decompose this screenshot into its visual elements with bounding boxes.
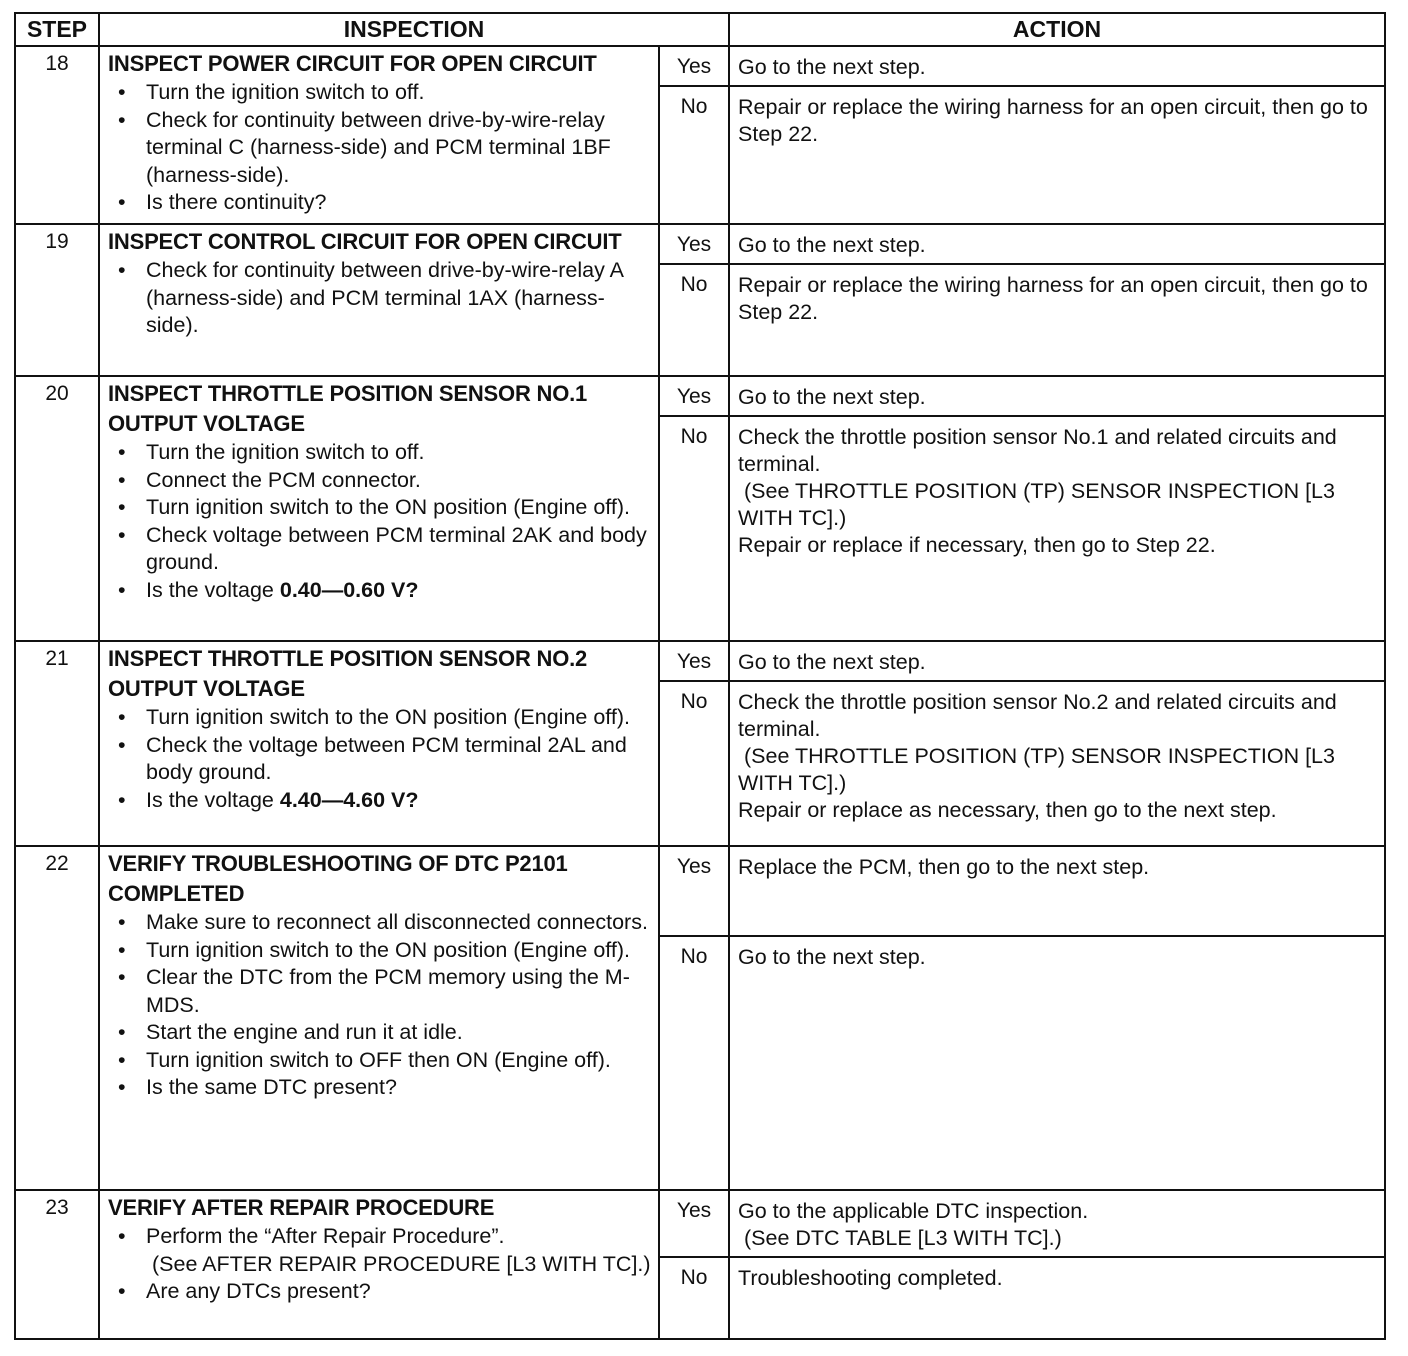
no-label: No	[659, 416, 729, 641]
bullet-icon: •	[118, 705, 126, 729]
list-item	[108, 964, 654, 1019]
bullet-text: Check for continuity between drive-by-wire-relay terminal C (harness-side) and PCM terminal 1BF (harness-side).	[146, 107, 611, 187]
no-action	[729, 416, 1385, 641]
action-line: Go to the next step.	[738, 945, 926, 969]
list-item	[108, 107, 654, 190]
bullet-icon: •	[118, 522, 126, 547]
list-item	[108, 577, 654, 605]
header-inspection: INSPECTION	[99, 13, 729, 46]
yes-label: Yes	[659, 846, 729, 936]
inspection-bullets	[108, 79, 654, 217]
list-item	[108, 909, 654, 937]
action-line: Check the throttle position sensor No.1 and related circuits and terminal.	[738, 425, 1343, 476]
list-item	[108, 1074, 654, 1102]
bullet-text: Make sure to reconnect all disconnected connectors.	[146, 910, 648, 934]
bullet-text: Turn ignition switch to OFF then ON (Engine off).	[146, 1047, 611, 1072]
inspection-bullets	[108, 257, 654, 340]
action-line: Go to the next step.	[738, 233, 926, 257]
no-label: No	[659, 1257, 729, 1339]
list-item	[108, 1278, 654, 1306]
bullet-text: Perform the “After Repair Procedure”.	[146, 1224, 505, 1248]
bullet-icon: •	[118, 1047, 126, 1072]
yes-label: Yes	[659, 1190, 729, 1257]
inspection-title: INSPECT CONTROL CIRCUIT FOR OPEN CIRCUIT	[108, 229, 622, 254]
yes-action	[729, 846, 1385, 936]
bullet-icon: •	[118, 467, 126, 492]
inspection-cell	[99, 846, 659, 1190]
list-item	[108, 937, 654, 965]
inspection-cell	[99, 46, 659, 224]
bullet-text: Turn ignition switch to the ON position (Engine off).	[146, 705, 630, 729]
inspection-bullets	[108, 439, 654, 604]
no-action	[729, 86, 1385, 224]
yes-action	[729, 46, 1385, 86]
action-line: (See THROTTLE POSITION (TP) SENSOR INSPECTION [L3 WITH TC].)	[738, 744, 1341, 795]
question-text: Is the voltage	[146, 787, 280, 812]
step-number: 20	[15, 376, 99, 641]
inspection-bullets	[108, 909, 654, 1102]
inspection-title: VERIFY AFTER REPAIR PROCEDURE	[108, 1195, 495, 1220]
question-text: Is the voltage	[146, 577, 280, 602]
header-step: STEP	[15, 13, 99, 46]
step-number: 19	[15, 224, 99, 376]
no-action	[729, 1257, 1385, 1339]
diagnostic-table	[14, 12, 1386, 1340]
bullet-text: Check the voltage between PCM terminal 2AL and body ground.	[146, 732, 627, 784]
list-item	[108, 522, 654, 577]
no-label: No	[659, 264, 729, 376]
action-line: Repair or replace the wiring harness for an open circuit, then go to Step 22.	[738, 95, 1374, 146]
action-line: Go to the next step.	[738, 55, 926, 79]
bullet-icon: •	[118, 1279, 126, 1303]
table-row	[15, 46, 1385, 86]
bullet-icon: •	[118, 965, 126, 989]
yes-action	[729, 224, 1385, 264]
table-row	[15, 376, 1385, 416]
action-line: Replace the PCM, then go to the next step.	[738, 855, 1150, 879]
yes-label: Yes	[659, 224, 729, 264]
yes-action	[729, 641, 1385, 681]
action-line: Go to the applicable DTC inspection.	[738, 1199, 1089, 1223]
list-item	[108, 494, 654, 522]
bullet-icon: •	[118, 80, 126, 104]
table-row	[15, 224, 1385, 264]
yes-action	[729, 1190, 1385, 1257]
step-number: 21	[15, 641, 99, 846]
action-line: Troubleshooting completed.	[738, 1266, 1003, 1290]
bullet-text: Are any DTCs present?	[146, 1279, 371, 1303]
inspection-title: INSPECT THROTTLE POSITION SENSOR NO.1 OUTPUT VOLTAGE	[108, 381, 588, 436]
list-item	[108, 1223, 654, 1278]
yes-action	[729, 376, 1385, 416]
list-item	[108, 704, 654, 732]
no-action	[729, 681, 1385, 846]
bullet-note: (See AFTER REPAIR PROCEDURE [L3 WITH TC].)	[146, 1251, 651, 1276]
list-item	[108, 1047, 654, 1075]
action-line: Go to the next step.	[738, 385, 926, 409]
list-item	[108, 79, 654, 107]
action-line: Repair or replace the wiring harness for an open circuit, then go to Step 22.	[738, 273, 1374, 324]
bullet-icon: •	[118, 787, 126, 812]
action-line: Repair or replace as necessary, then go to the next step.	[738, 798, 1277, 822]
list-item	[108, 1019, 654, 1047]
voltage-spec: 0.40—0.60 V?	[279, 577, 419, 602]
bullet-icon: •	[118, 910, 126, 934]
inspection-title: VERIFY TROUBLESHOOTING OF DTC P2101 COMPLETED	[108, 851, 568, 906]
bullet-icon: •	[118, 1020, 126, 1044]
bullet-text: Check voltage between PCM terminal 2AK and body ground.	[146, 522, 647, 574]
bullet-icon: •	[118, 1224, 126, 1248]
bullet-icon: •	[118, 495, 126, 519]
no-action	[729, 264, 1385, 376]
table-row	[15, 846, 1385, 936]
no-action	[729, 936, 1385, 1190]
no-label: No	[659, 936, 729, 1190]
yes-label: Yes	[659, 641, 729, 681]
table-row	[15, 1190, 1385, 1257]
yes-label: Yes	[659, 376, 729, 416]
table-row	[15, 641, 1385, 681]
bullet-text: Connect the PCM connector.	[146, 467, 421, 492]
no-label: No	[659, 86, 729, 224]
inspection-title: INSPECT POWER CIRCUIT FOR OPEN CIRCUIT	[108, 51, 597, 76]
step-number: 22	[15, 846, 99, 1190]
bullet-icon: •	[118, 440, 126, 464]
bullet-text: Is there continuity?	[146, 190, 327, 214]
action-line: (See DTC TABLE [L3 WITH TC].)	[738, 1226, 1062, 1250]
bullet-text: Turn ignition switch to the ON position (Engine off).	[146, 495, 630, 519]
bullet-icon: •	[118, 937, 126, 962]
bullet-icon: •	[118, 1075, 126, 1099]
yes-label: Yes	[659, 46, 729, 86]
action-line: Check the throttle position sensor No.2 and related circuits and terminal.	[738, 690, 1343, 741]
list-item	[108, 467, 654, 495]
action-line: (See THROTTLE POSITION (TP) SENSOR INSPECTION [L3 WITH TC].)	[738, 479, 1341, 530]
bullet-text: Clear the DTC from the PCM memory using the M-MDS.	[146, 965, 630, 1017]
voltage-spec: 4.40—4.60 V?	[279, 787, 419, 812]
inspection-cell	[99, 376, 659, 641]
bullet-icon: •	[118, 577, 126, 602]
action-line: Go to the next step.	[738, 650, 926, 674]
inspection-bullets	[108, 1223, 654, 1306]
bullet-icon: •	[118, 732, 126, 757]
inspection-cell	[99, 641, 659, 846]
inspection-bullets	[108, 704, 654, 814]
bullet-text: Turn the ignition switch to off.	[146, 440, 425, 464]
bullet-icon: •	[118, 107, 126, 132]
inspection-title: INSPECT THROTTLE POSITION SENSOR NO.2 OUTPUT VOLTAGE	[108, 646, 588, 701]
header-action: ACTION	[729, 13, 1385, 46]
bullet-icon: •	[118, 190, 126, 214]
list-item	[108, 439, 654, 467]
list-item	[108, 787, 654, 815]
no-label: No	[659, 681, 729, 846]
list-item	[108, 257, 654, 340]
list-item	[108, 732, 654, 787]
inspection-cell	[99, 224, 659, 376]
list-item	[108, 189, 654, 217]
bullet-text: Turn the ignition switch to off.	[146, 80, 425, 104]
bullet-text: Start the engine and run it at idle.	[146, 1020, 463, 1044]
bullet-text: Check for continuity between drive-by-wire-relay A (harness-side) and PCM terminal 1AX (harness-side).	[146, 258, 623, 337]
step-number: 18	[15, 46, 99, 224]
bullet-text: Is the same DTC present?	[146, 1075, 397, 1099]
bullet-icon: •	[118, 258, 126, 282]
bullet-text: Turn ignition switch to the ON position (Engine off).	[146, 937, 630, 962]
inspection-cell	[99, 1190, 659, 1339]
step-number: 23	[15, 1190, 99, 1339]
action-line: Repair or replace if necessary, then go to Step 22.	[738, 533, 1216, 557]
header-row	[15, 13, 1385, 46]
